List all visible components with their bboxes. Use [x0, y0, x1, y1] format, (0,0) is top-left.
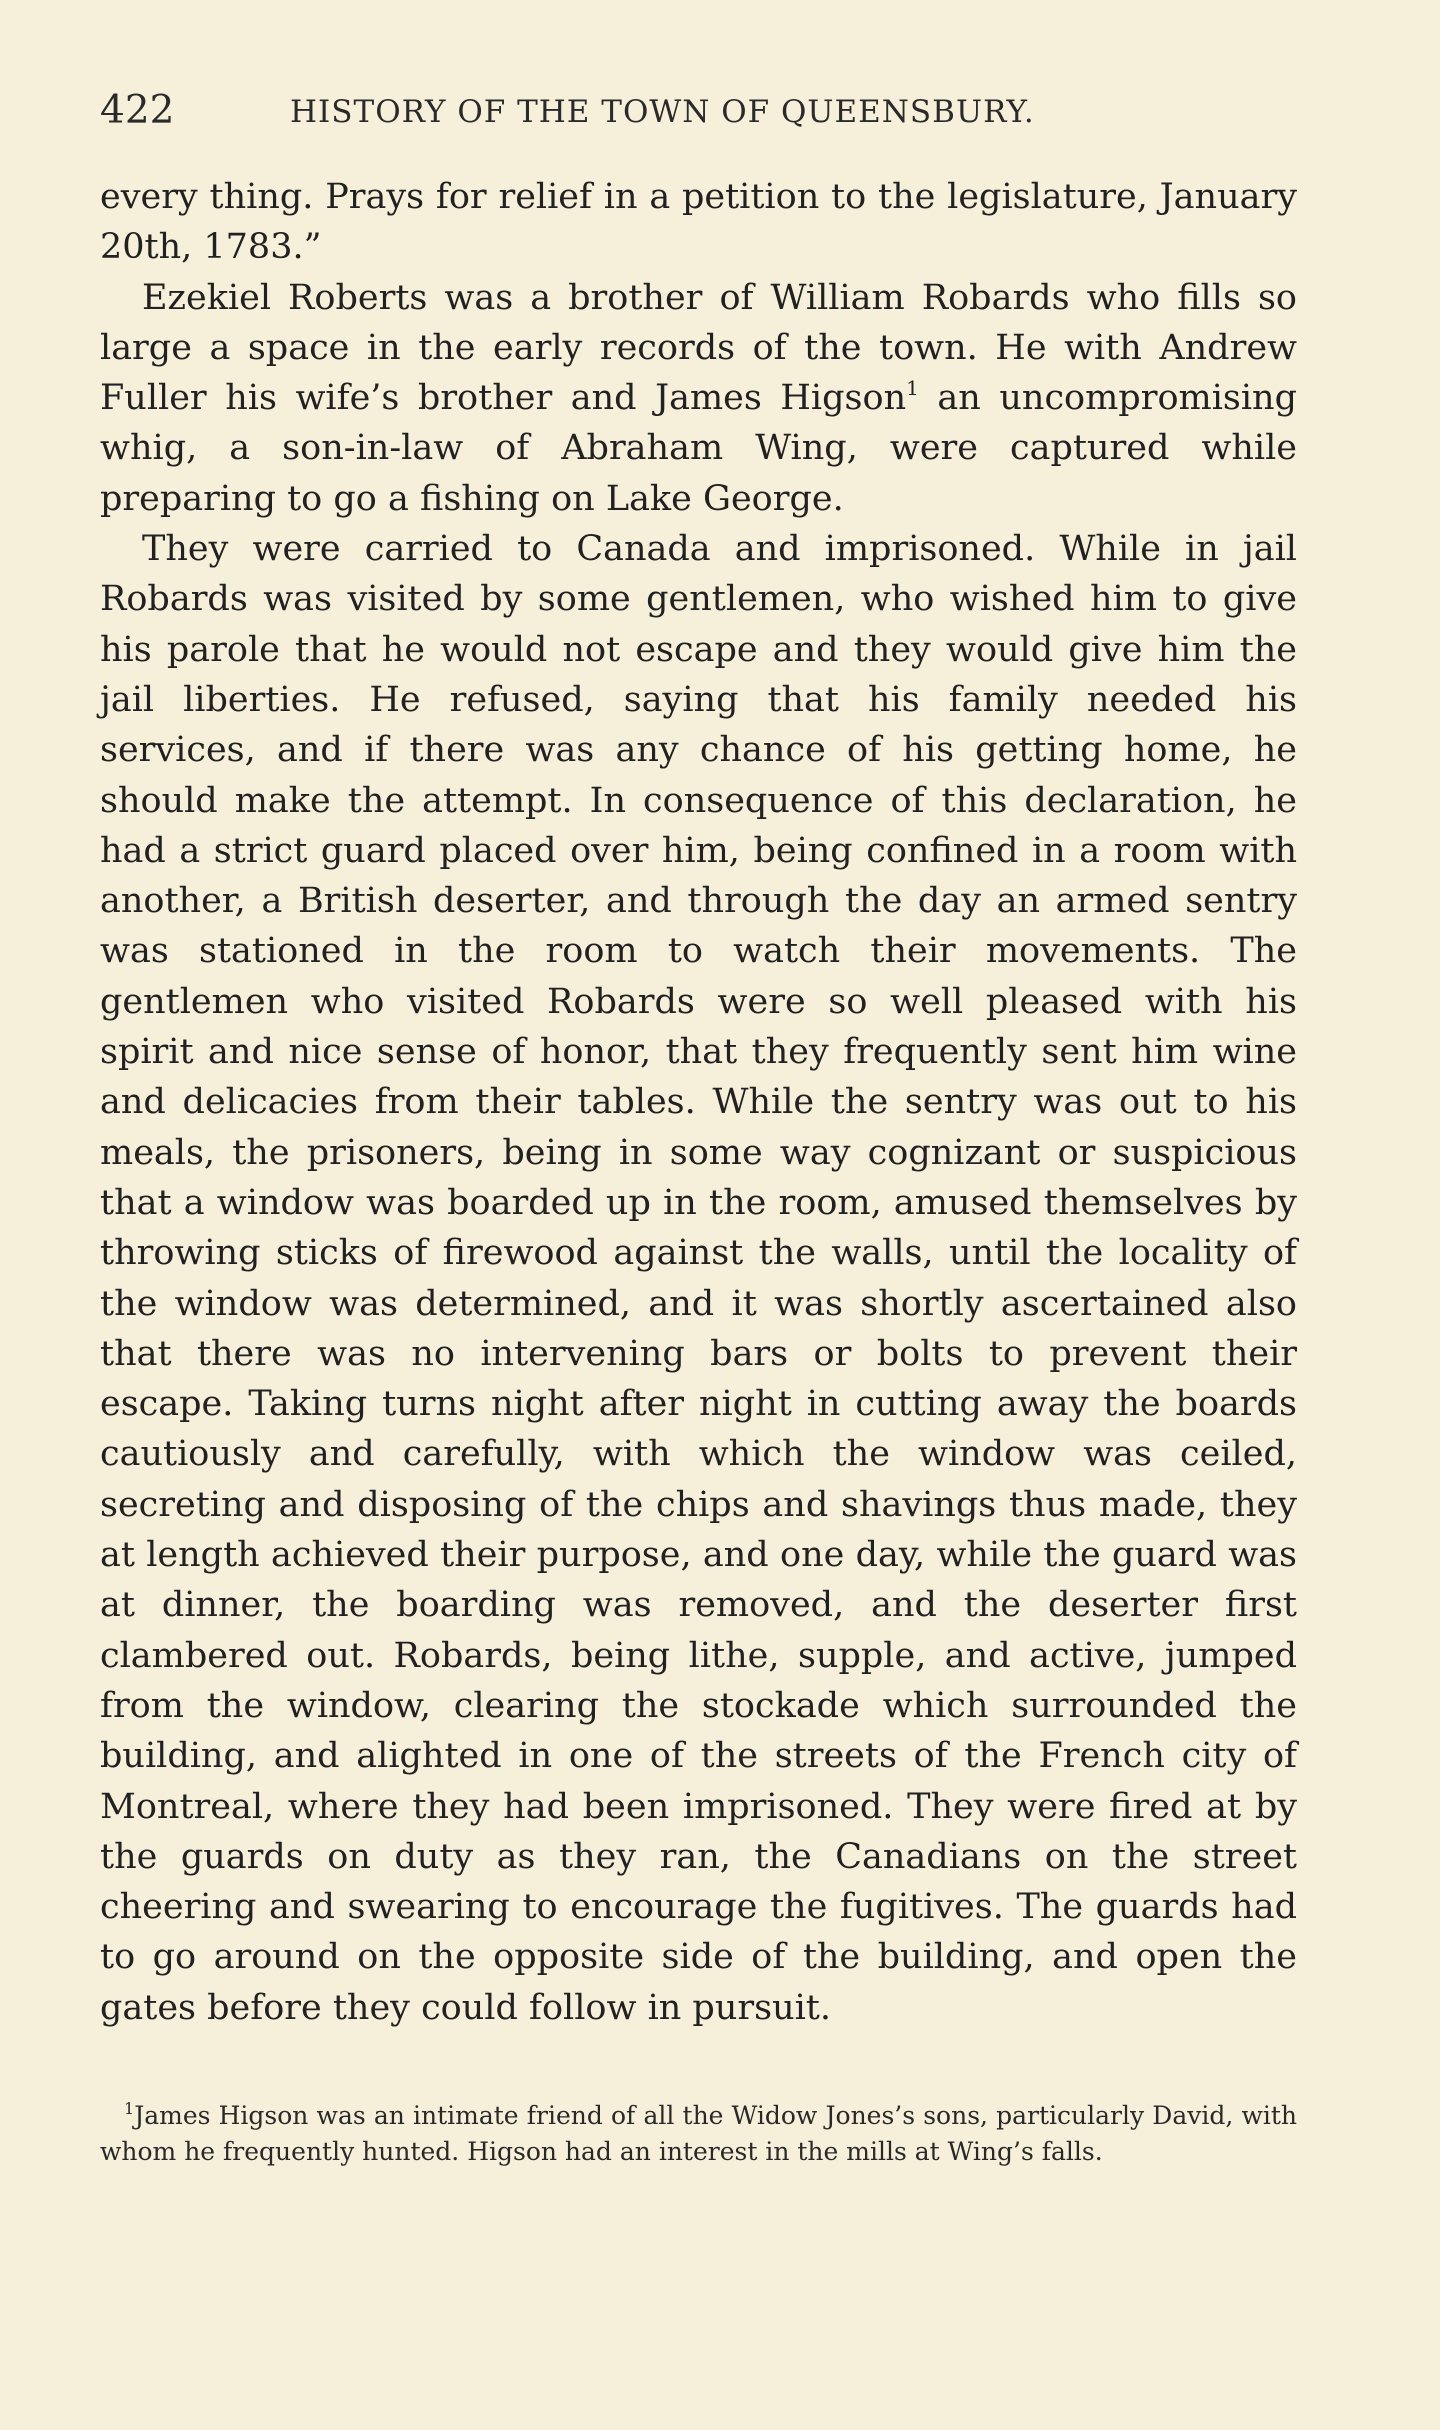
running-title: HISTORY OF THE TOWN OF QUEENSBURY. [290, 94, 1035, 130]
paragraph-text-before-footnote: Ezekiel Roberts was a brother of William Robards who fills so large a space in the early records of the town. He with Andrew Fuller his wife’s brother and James Higson [100, 277, 1297, 419]
page-number: 422 [100, 88, 175, 133]
footnote-mark: 1 [124, 2099, 135, 2118]
body-text [100, 172, 1297, 2033]
paragraph-ezekiel-roberts [100, 273, 1297, 524]
footnote-text: James Higson was an intimate friend of all the Widow Jones’s sons, particularly David, with whom he frequently hunted. Higson had an interest in the mills at Wing’s falls. [100, 2101, 1297, 2166]
paragraph-continuation: every thing. Prays for relief in a petition to the legislature, January 20th, 1783.” [100, 177, 1297, 268]
footnote-reference: 1 [906, 376, 919, 401]
paragraph-text-after-footnote: an uncompromising whig, a son-in-law of Abraham Wing, were captured while preparing to go a fishing on Lake George. [100, 378, 1297, 519]
footnote [100, 2098, 1297, 2170]
running-head [100, 88, 1295, 138]
paragraph-canada-escape: They were carried to Canada and imprisoned. While in jail Robards was visited by some gentlemen, who wished him to give his parole that he would not escape and they would give him the jail liberties. He refused, saying that his family needed his services, and if there was any chance of his getting home, he should make the attempt. In consequence of this declaration, he had a strict guard placed over him, being confined in a room with another, a British deserter, and through the day an armed sentry was stationed in the room to watch their movements. The gentlemen who visited Robards were so well pleased with his spirit and nice sense of honor, that they frequently sent him wine and delicacies from their tables. While the sentry was out to his meals, the prisoners, being in some way cognizant or suspicious that a window was boarded up in the room, amused themselves by throwing sticks of firewood against the walls, until the locality of the window was determined, and it was shortly ascertained also that there was no intervening bars or bolts to prevent their escape. Taking turns night after night in cutting away the boards cautiously and carefully, with which the window was ceiled, secreting and disposing of the chips and shavings thus made, they at length achieved their purpose, and one day, while the guard was at dinner, the boarding was removed, and the deserter first clambered out. Robards, being lithe, supple, and active, jumped from the window, clearing the stockade which surrounded the building, and alighted in one of the streets of the French city of Montreal, where they had been imprisoned. They were fired at by the guards on duty as they ran, the Canadians on the street cheering and swearing to encourage the fugitives. The guards had to go around on the opposite side of the building, and open the gates before they could follow in pursuit. [100, 529, 1297, 2028]
